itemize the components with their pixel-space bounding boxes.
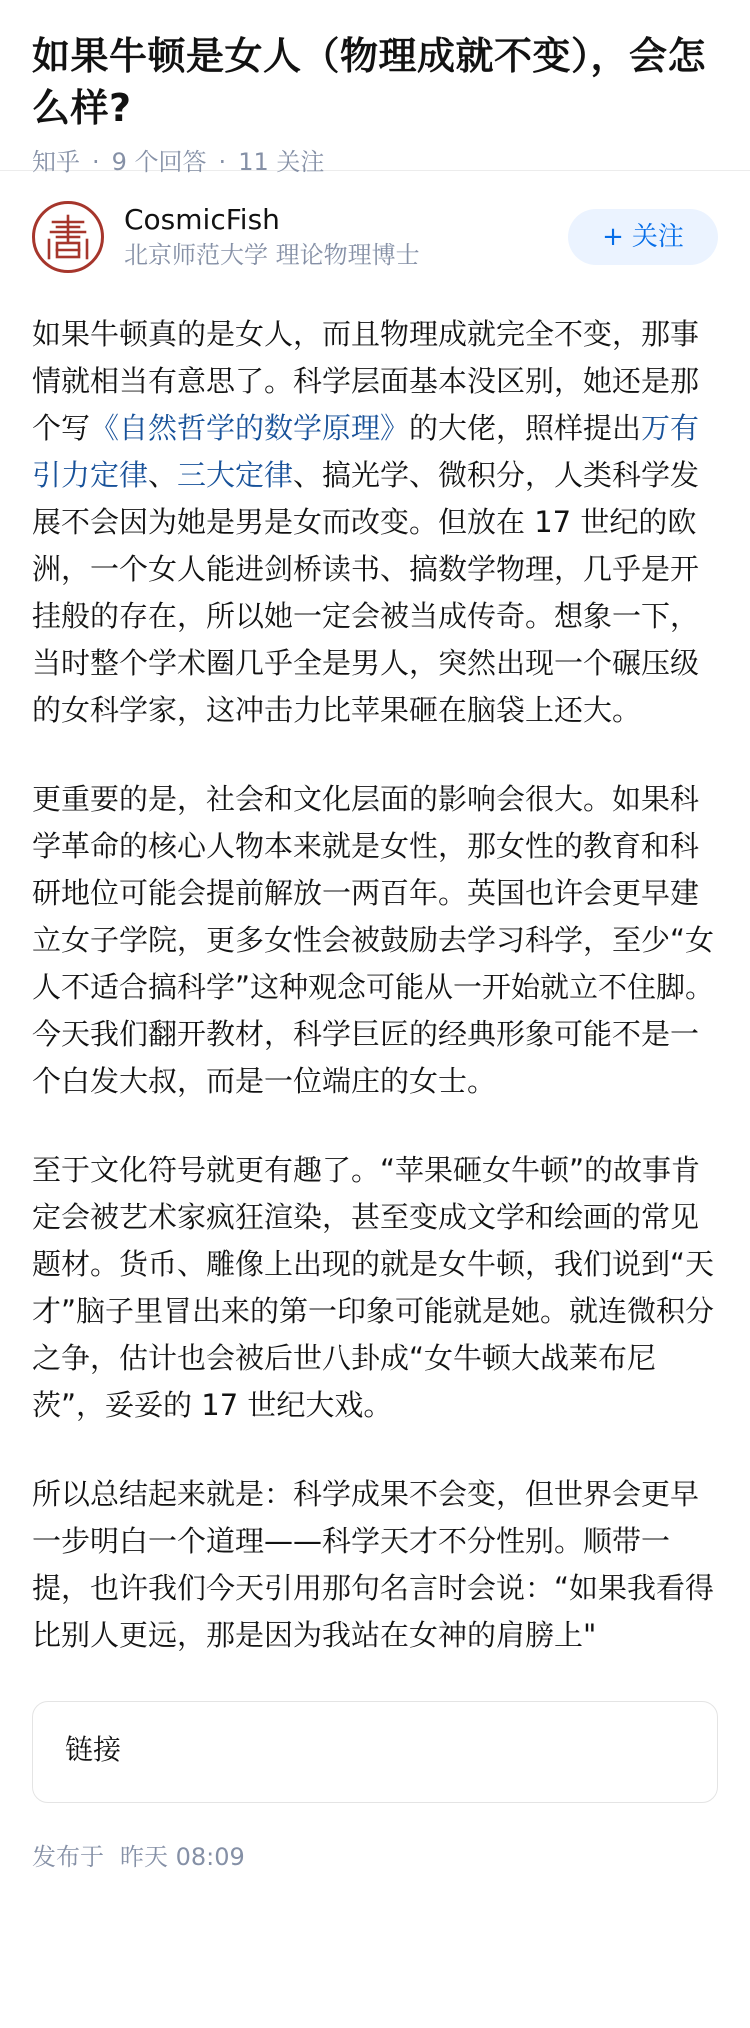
paragraph-text: 的大佬，照样提出 <box>409 411 642 445</box>
paragraph-text: 如果牛顿真的是女人，而且物理成就完全不变，那事情就相当有意思了。科学层面基本没区别，她还是那个写 <box>32 317 700 445</box>
plus-icon: + <box>602 222 624 252</box>
publish-label: 发布于 <box>32 1843 104 1871</box>
answer-content <box>0 303 750 1659</box>
author-bio: 北京师范大学 理论物理博士 <box>124 241 420 269</box>
book-link[interactable]: 《自然哲学的数学原理》 <box>90 411 410 445</box>
three-laws-link[interactable]: 三大定律 <box>177 458 294 492</box>
answer-count[interactable]: 9 个回答 <box>111 148 207 176</box>
gravity-law-link[interactable]: 万有引力定律 <box>32 411 700 492</box>
answer-paragraph: 至于文化符号就更有趣了。“苹果砸女牛顿”的故事肯定会被艺术家疯狂渲染，甚至变成文学和绘画的常见题材。货币、雕像上出现的就是女牛顿，我们说到“天才”脑子里冒出来的第一印象可能就是她。就连微积分之争，估计也会被后世八卦成“女牛顿大战莱布尼茨”，妥妥的 17 世纪大戏。 <box>32 1153 715 1422</box>
author-card <box>0 171 750 303</box>
author-info <box>124 202 568 272</box>
answer-paragraph: 所以总结起来就是：科学成果不会变，但世界会更早一步明白一个道理——科学天才不分性别。顺带一提，也许我们今天引用那句名言时会说：“如果我看得比别人更远，那是因为我站在女神的肩膀上" <box>32 1477 715 1652</box>
link-card[interactable]: 链接 <box>32 1701 718 1803</box>
question-title[interactable]: 如果牛顿是女人（物理成就不变），会怎么样? <box>32 34 707 130</box>
follow-button[interactable] <box>568 209 718 265</box>
seal-avatar-icon <box>41 210 95 264</box>
publish-info <box>0 1803 750 1873</box>
paragraph-text: 、搞光学、微积分，人类科学发展不会因为她是男是女而改变。但放在 17 世纪的欧洲，一个女人能进剑桥读书、搞数学物理，几乎是开挂般的存在，所以她一定会被当成传奇。想象一下，当时整个学术圈几乎全是男人，突然出现一个碾压级的女科学家，这冲击力比苹果砸在脑袋上还大。 <box>32 458 700 727</box>
source-label[interactable]: 知乎 <box>32 148 80 176</box>
follow-count[interactable]: 11 关注 <box>238 148 325 176</box>
author-name[interactable]: CosmicFish <box>124 203 280 236</box>
publish-time: 昨天 08:09 <box>120 1843 245 1871</box>
avatar[interactable] <box>32 201 104 273</box>
paragraph-text: 、 <box>148 458 178 492</box>
question-header <box>0 0 750 176</box>
answer-paragraph: 更重要的是，社会和文化层面的影响会很大。如果科学革命的核心人物本来就是女性，那女性的教育和科研地位可能会提前解放一两百年。英国也许会更早建立女子学院，更多女性会被鼓励去学习科学，至少“女人不适合搞科学”这种观念可能从一开始就立不住脚。今天我们翻开教材，科学巨匠的经典形象可能不是一个白发大叔，而是一位端庄的女士。 <box>32 782 715 1098</box>
answer-paragraph <box>32 311 718 734</box>
follow-button-label: 关注 <box>631 222 684 252</box>
meta-separator: · <box>92 148 100 176</box>
meta-separator: · <box>218 148 227 176</box>
